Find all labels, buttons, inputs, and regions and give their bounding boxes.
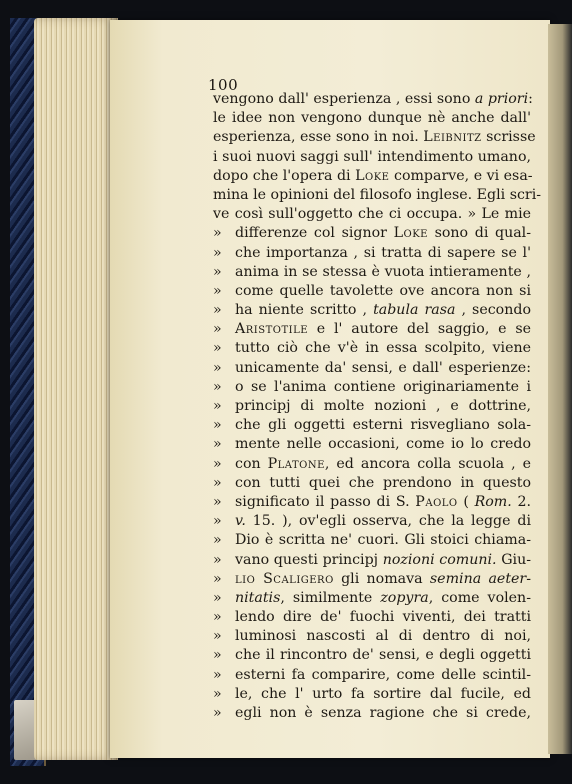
quote-mark: » [213,532,222,549]
text-segment: mente nelle occasioni, come io lo credo [235,436,531,453]
text-segment: nozioni comuni. [382,551,497,568]
text-segment: Giu- [496,551,532,568]
quote-mark: » [213,263,222,280]
page-edges [34,18,118,760]
quote-mark: » [213,378,222,395]
quote-mark: » [213,570,222,587]
facing-page-strip [548,24,572,754]
text-segment: gli nomava [333,570,430,587]
text-segment: le idee non vengono dunque nè anche dall' [213,110,531,127]
quote-mark: » [213,302,222,319]
text-line [213,359,531,378]
text-segment: lio Scaligero [235,570,334,587]
text-segment: che il rincontro de' sensi, e degli oggetti [235,647,531,664]
text-segment: le, che l' urto fa sortire dal fucile, ed [235,685,531,702]
quote-mark: » [213,340,222,357]
text-segment: principj di molte nozioni , e dottrine, [235,398,531,414]
text-line [213,224,531,243]
text-segment: egli non è senza ragione che si crede, [235,705,531,721]
text-line [213,339,531,358]
text-segment: Loke [393,225,428,242]
quote-mark: » [213,589,222,606]
quote-mark: » [213,436,222,453]
text-line [213,455,531,474]
quote-mark: » [213,417,222,434]
quote-mark: » [213,474,222,491]
text-segment: significato il passo di S. [235,493,416,510]
text-segment: semina aeter- [429,570,531,587]
text-segment: unicamente da' sensi, e dall' esperienze: [235,359,531,376]
text-line [213,90,531,109]
text-segment: anima in se stessa è vuota intieramente , [235,263,531,280]
text-line [213,320,531,339]
text-segment: dopo che l'opera di [213,167,356,184]
text-line [213,627,531,646]
text-segment: a priori [474,91,529,107]
text-segment: scrisse [481,129,536,146]
text-segment: 2. [511,493,531,510]
text-segment: Aristotile [235,321,309,338]
page-number: 100 [208,76,239,94]
text-segment: vano questi principj [235,551,383,568]
text-segment: differenze col signor [235,225,394,242]
text-line [213,512,531,531]
text-segment: mina le opinioni del filosofo inglese. Egli scri- [213,186,542,203]
text-line [213,666,531,685]
page-text [213,90,542,723]
quote-mark: » [213,685,222,702]
text-segment: zopyra [380,589,429,606]
text-segment: esterni fa comparire, come delle scintil- [235,666,531,683]
text-segment: lendo dire de' fuochi viventi, dei tratti [235,609,531,626]
quote-mark: » [213,282,222,299]
text-line [213,128,536,147]
text-line [213,608,531,627]
quote-mark: » [213,493,222,510]
text-line [213,551,531,570]
text-line [213,570,531,589]
text-line [213,493,531,512]
text-segment: che gli oggetti esterni risvegliano sola- [235,417,531,434]
text-segment: esperienza, esse sono in noi. [213,129,424,146]
text-segment: luminosi nascosti al di dentro di noi, [235,628,531,645]
text-segment: , similmente [280,589,381,606]
quote-mark: » [213,455,222,472]
quote-mark: » [213,513,222,530]
text-line [213,186,542,205]
text-line [213,646,531,665]
text-segment: o se l'anima contiene originariamente i [235,378,531,395]
quote-mark: » [213,398,222,414]
quote-mark: » [213,551,222,568]
text-segment: ha niente scritto , [235,302,374,319]
text-segment: con [235,455,268,472]
text-segment: comparve, e vi esa- [389,167,533,184]
text-segment: vengono dall' esperienza , essi sono [213,91,475,107]
text-segment: Platone [267,455,325,472]
quote-mark: » [213,225,222,242]
quote-mark: » [213,321,222,338]
text-line [213,589,531,608]
quote-mark: » [213,666,222,683]
text-line [213,474,531,493]
text-segment: tutto ciò che v'è in essa scolpito, viene [235,340,531,357]
quote-mark: » [213,244,222,261]
text-line [213,244,531,263]
quote-mark: » [213,628,222,645]
text-line [213,148,531,167]
quote-mark: » [213,647,222,664]
text-line [213,704,531,723]
text-line [213,435,531,454]
text-segment: Loke [355,167,390,184]
text-segment: Paolo [415,493,458,510]
text-segment: Rom. [474,493,512,510]
text-segment: che importanza , si tratta di sapere se l' [235,244,531,261]
text-segment: Leibnitz [423,129,482,146]
text-segment: : [528,91,533,107]
text-line [213,416,531,435]
quote-mark: » [213,705,222,721]
text-line [213,263,531,282]
text-segment: ( [457,493,475,510]
text-segment: ve così sull'oggetto che ci occupa. » Le mie [213,206,531,223]
text-segment: come quelle tavolette ove ancora non si [235,282,531,299]
text-line [213,109,531,128]
text-line [213,167,531,186]
text-segment: i suoi nuovi saggi sull' intendimento umano, [213,148,531,165]
text-line [213,397,531,416]
text-segment: , secondo [455,302,531,319]
text-segment: sono di qual- [427,225,531,242]
text-segment: 15. ), ov'egli osserva, che la legge di [245,513,531,530]
text-segment: nitatis [235,589,281,606]
text-line [213,685,531,704]
text-line [213,282,531,301]
text-line [213,301,531,320]
text-line [213,531,531,550]
text-segment: con tutti quei che prendono in questo [235,474,531,491]
text-segment: , come volen- [428,589,531,606]
text-segment: tabula rasa [373,302,456,319]
text-segment: e l' autore del saggio, e se [308,321,531,338]
text-line [213,378,531,397]
quote-mark: » [213,359,222,376]
text-segment: v. [235,513,246,530]
text-segment: , ed ancora colla scuola , e [324,455,531,472]
text-line [213,205,531,224]
text-segment: Dio è scritta ne' cuori. Gli stoici chiama- [235,532,531,549]
quote-mark: » [213,609,222,626]
